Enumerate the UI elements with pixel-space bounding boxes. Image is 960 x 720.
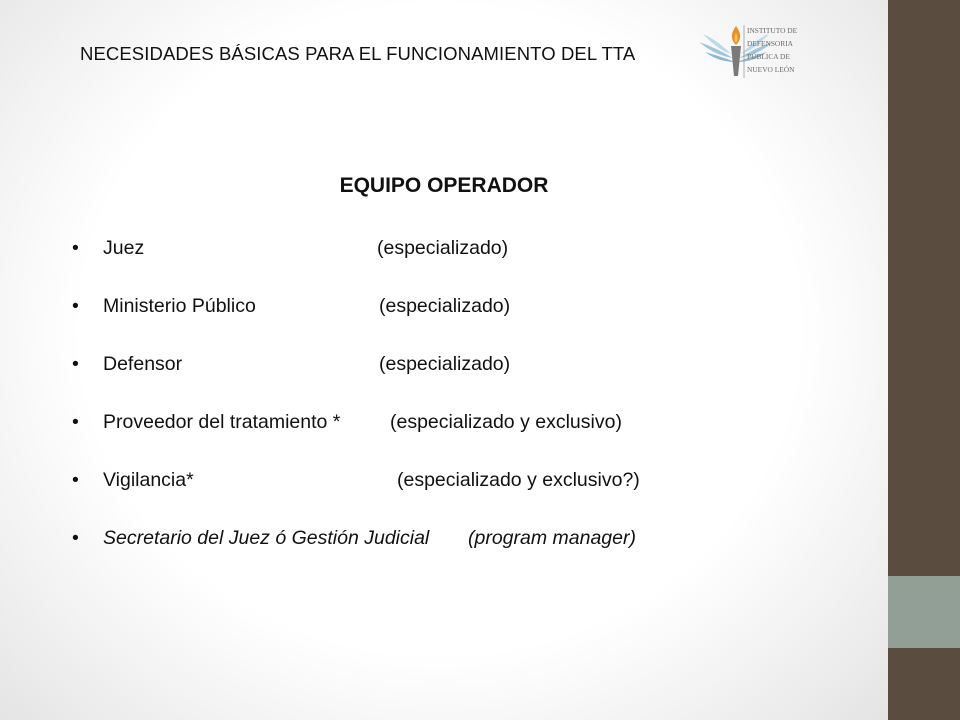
- role-label: Secretario del Juez ó Gestión Judicial: [103, 527, 430, 549]
- svg-text:PÚBLICA DE: PÚBLICA DE: [747, 52, 790, 61]
- winged-torch-logo-icon: [697, 20, 807, 82]
- bullet-icon: •: [72, 411, 79, 433]
- role-label: Vigilancia*: [103, 469, 194, 491]
- side-decoration-accent: [888, 576, 960, 648]
- svg-text:DEFENSORIA: DEFENSORIA: [747, 39, 793, 48]
- role-label: Defensor: [103, 353, 183, 375]
- role-label: Proveedor del tratamiento *: [103, 411, 341, 433]
- institution-logo: [697, 20, 807, 82]
- bullet-icon: •: [72, 237, 79, 259]
- role-qualifier: (especializado): [379, 295, 511, 317]
- role-qualifier: (especializado): [379, 353, 511, 375]
- bullet-icon: •: [72, 353, 79, 375]
- role-qualifier: (especializado y exclusivo?): [397, 469, 640, 491]
- section-title: EQUIPO OPERADOR: [339, 174, 549, 197]
- bullet-icon: •: [72, 469, 79, 491]
- role-label: Ministerio Público: [103, 295, 256, 317]
- svg-text:INSTITUTO DE: INSTITUTO DE: [747, 26, 798, 35]
- role-qualifier: (program manager): [468, 527, 636, 549]
- bullet-icon: •: [72, 295, 79, 317]
- role-qualifier: (especializado): [377, 237, 509, 259]
- role-label: Juez: [103, 237, 145, 259]
- bullet-icon: •: [72, 527, 79, 549]
- slide-header-title: NECESIDADES BÁSICAS PARA EL FUNCIONAMIENTO DEL TTA: [80, 43, 636, 64]
- role-qualifier: (especializado y exclusivo): [390, 411, 622, 433]
- svg-text:NUEVO LEÓN: NUEVO LEÓN: [747, 65, 795, 74]
